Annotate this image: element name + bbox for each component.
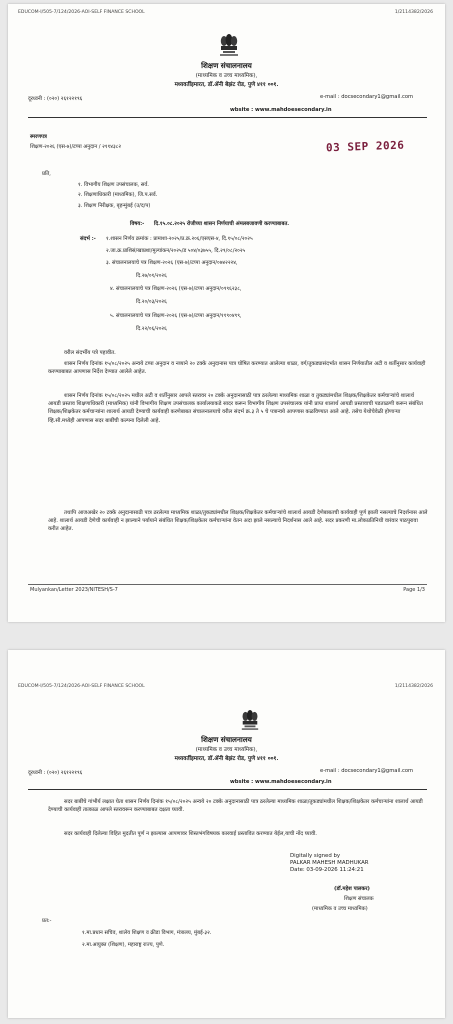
document-number: 1/2114382/2026 (394, 684, 433, 689)
copy-recipient-2: २.मा.आयुक्त (शिक्षण), महाराष्ट्र राज्य, पुणे. (82, 942, 165, 948)
office-subtitle: (माध्यमिक व उच्च माध्यमिक), (195, 747, 258, 753)
email-address: e-mail : docsecondary1@gmail.com (320, 768, 414, 774)
subject-text: दि.१५.०८.२०२५ रोजीच्या शासन निर्णयाची अंमलबजावणी करण्याबाबत. (154, 221, 290, 227)
recipient-1: १. विभागीय शिक्षण उपसंचालक, सर्व. (78, 182, 149, 188)
footer-divider (28, 584, 427, 585)
state-emblem-icon (218, 32, 240, 58)
signer-name: (डॉ.महेश पालकर) (334, 886, 370, 892)
signer-title: शिक्षण संचालक (344, 896, 374, 902)
signer-department: (माध्यमिक व उच्च माध्यमिक) (312, 906, 368, 912)
digital-signature-line-1: Digitally signed by (290, 853, 341, 859)
letter-page-2 (8, 650, 445, 1018)
reference-5-date: दि.२२/०६/२०२६ (136, 326, 167, 332)
website: wbsite : www.mahdoesecondary.in (230, 779, 332, 785)
paragraph-3: तथापि आजअखेर २० टक्के अनुदानासाठी पात्र ठरलेल्या माध्यमिक शाळा/तुकड्यांमधील शिक्षक/शिक्षकेतर कर्मचाऱ्यांचे शालार्थ आयडी देणेबाबतची कार्यवाही पूर्ण झाली नसल्याचे निदर्शनास आले आहे. शालार्थ आयडी देणेची कार्यवाही न झाल्याने पर्यायाने संबंधित शिक्षक/शिक्षकेतर कर्मचाऱ्यांना वेतन अदा झाले नसल्याचे निदर्शनास आले आहे. सदर प्रकरणी मा.लोकप्रतिनिधी वारंवार पाठपुरावा करीत आहेत. (48, 510, 428, 533)
recipient-3: ३. शिक्षण निरीक्षक, बृहन्मुंबई (उ/द/प) (78, 203, 151, 209)
footer-file-ref: Mulyankan/Letter 2023/NITESH/S-7 (30, 587, 118, 593)
website: wbsite : www.mahdoesecondary.in (230, 107, 332, 113)
office-name: शिक्षण संचालनालय (201, 735, 252, 744)
header-divider (28, 117, 427, 118)
subject-label: विषय:- (130, 221, 145, 227)
digital-signature-line-2: PALKAR MAHESH MADHUKAR (290, 860, 369, 866)
reference-4-date: दि.२०/०३/२०२६ (136, 299, 167, 305)
paragraph-2: शासन निर्णय दिनांक १५/०८/२०२५ मधील अटी व शर्तीनुसार आपले स्तरावर २० टक्के अनुदानासाठी पात्र ठरलेल्या माध्यमिक शाळा व तुकड्यांमधील शिक्षक/शिक्षकेतर कर्मचाऱ्यांचे शालार्थ आयडी प्रस्ताव शिक्षणाधिकारी (माध्यमिक) यांनी विभागीय शिक्षण उपसंचालक कार्यालयाकडे सादर करून विभागीय शिक्षण उपसंचालक यांनी प्राप्त शालार्थ आयडी प्रस्तावाची पडताळणी करून संबंधित शिक्षक/शिक्षकेतर कर्मचाऱ्यांना शालार्थ आयडी देण्याची कार्यवाही करणेबाबत संचालनालयाचे वरील संदर्भ क्र.३ ते ५ चे पत्रान्वये आपणास कळविण्यात आले आहे. तसेच येथोचेवेळी होणाऱ्या व्हि.सी.मध्येही आपणास सदर बाबींची कल्पना दिलेली आहे. (48, 393, 423, 424)
reference-2: २.जा.क्र.प्राशिसं/खाप्रशा/मुल्यांकन/२०२५/ड ५०४/०३७५५, दि.२९/०८/२०२५ (106, 248, 246, 254)
email-address: e-mail : docsecondary1@gmail.com (320, 94, 414, 100)
reference-3: ३. संचालनालयाचे पत्र शिक्षण-२०२६ (एस-७)/टप्पा अनुदान/०७४२२२४, (106, 260, 238, 266)
office-name: शिक्षण संचालनालय (201, 61, 252, 70)
office-address: मध्यवर्तीइमारत, डॉ.ॲनी बेझंट रोड, पुणे ४११ ००१. (174, 756, 279, 762)
reference-5: ५. संचालनालयाचे पत्र शिक्षण-२०२६ (एस-७)/टप्पा अनुदान/११९०४९९, (110, 313, 242, 319)
paragraph-1: सदर बाबींचे गांभीर्य लक्षात घेता शासन निर्णय दिनांक १५/०८/२०२५ अन्वये २० टक्के अनुदानासाठी पात्र ठरलेल्या माध्यमिक शाळा/तुकड्यांमधील शिक्षक/शिक्षकेतर कर्मचाऱ्यांना शालार्थ आयडी देण्याची कार्यवाही तात्काळ आपले स्तरावरून करण्याबाबत दक्षता घ्यावी. (48, 799, 423, 814)
state-emblem-icon (240, 708, 260, 732)
office-address: मध्यवर्तीइमारत, डॉ.ॲनी बेझंट रोड, पुणे ४११ ००१. (174, 82, 279, 88)
copy-label: प्रत:- (42, 918, 52, 924)
phone-number: दूरध्वनी : (०२०) २६१२२१९६ (28, 96, 83, 102)
copy-recipient-1: १.मा.प्रधान सचिव, शालेय शिक्षण व क्रीडा विभाग, मंत्रालय, मुंबई-३२. (82, 930, 212, 936)
memo-number: शिक्षण-२०२६ (एस-७)/टप्पा अनुदान / २११४३८२ (30, 144, 122, 150)
letter-page-1 (8, 4, 445, 622)
recipient-2: २. शिक्षणाधिकारी (माध्यमिक), जि.प.सर्व. (78, 192, 158, 198)
reference-3-date: दि.२७/०१/२०२६ (136, 273, 167, 279)
references-label: संदर्भ :- (80, 236, 96, 242)
document-number: 1/2114382/2026 (394, 10, 433, 15)
paragraph-intro: वरील संदर्भीय पत्रे पहावीत. (64, 350, 116, 356)
reference-4: ४. संचालनालयाचे पत्र शिक्षण-२०२६ (एस-७)/टप्पा अनुदान/०९९६२३८, (110, 286, 242, 292)
phone-number: दूरध्वनी : (०२०) २६१२२१९६ (28, 770, 83, 776)
to-label: प्रति, (42, 171, 51, 177)
page-number: Page 1/3 (403, 587, 425, 593)
header-divider (28, 789, 427, 790)
memo-label: स्मरणपत्र (30, 134, 47, 140)
date-stamp: 03 SEP 2026 (325, 138, 405, 155)
reference-code: EDUCOM-I/505-7/124/2026-AOI-SELF FINANCE SCHOOL (18, 684, 145, 689)
reference-1: १.शासन निर्णय क्रमांक : प्रामाशा-२०२५/प्र.क्र.२०६/एसएस-४, दि.१५/०८/२०२५ (106, 236, 253, 242)
digital-signature-line-3: Date: 03-09-2026 11:24:21 (290, 867, 364, 873)
office-subtitle: (माध्यमिक व उच्च माध्यमिक), (195, 73, 258, 79)
paragraph-1: शासन निर्णय दिनांक १५/०८/२०२५ अन्वये टप्पा अनुदान व नव्याने २० टक्के अनुदानास पात्र घोषित करण्यात आलेल्या शाळा, वर्ग/तुकड्यासंदर्भात शासन निर्णयातील अटी व शर्तीनुसार कार्यवाही करण्याबाबत आपणास निर्देश देण्यात आलेले आहेत. (48, 361, 426, 376)
paragraph-2: सदर कार्यवाही दिलेल्या विहित मुदतीत पूर्ण न झाल्यास आपणावर शिस्तभंगविषयक कारवाई प्रस्तावित करण्यात येईल,याची नोंद घ्यावी. (64, 831, 317, 837)
reference-code: EDUCOM-I/505-7/124/2026-AOI-SELF FINANCE SCHOOL (18, 10, 145, 15)
